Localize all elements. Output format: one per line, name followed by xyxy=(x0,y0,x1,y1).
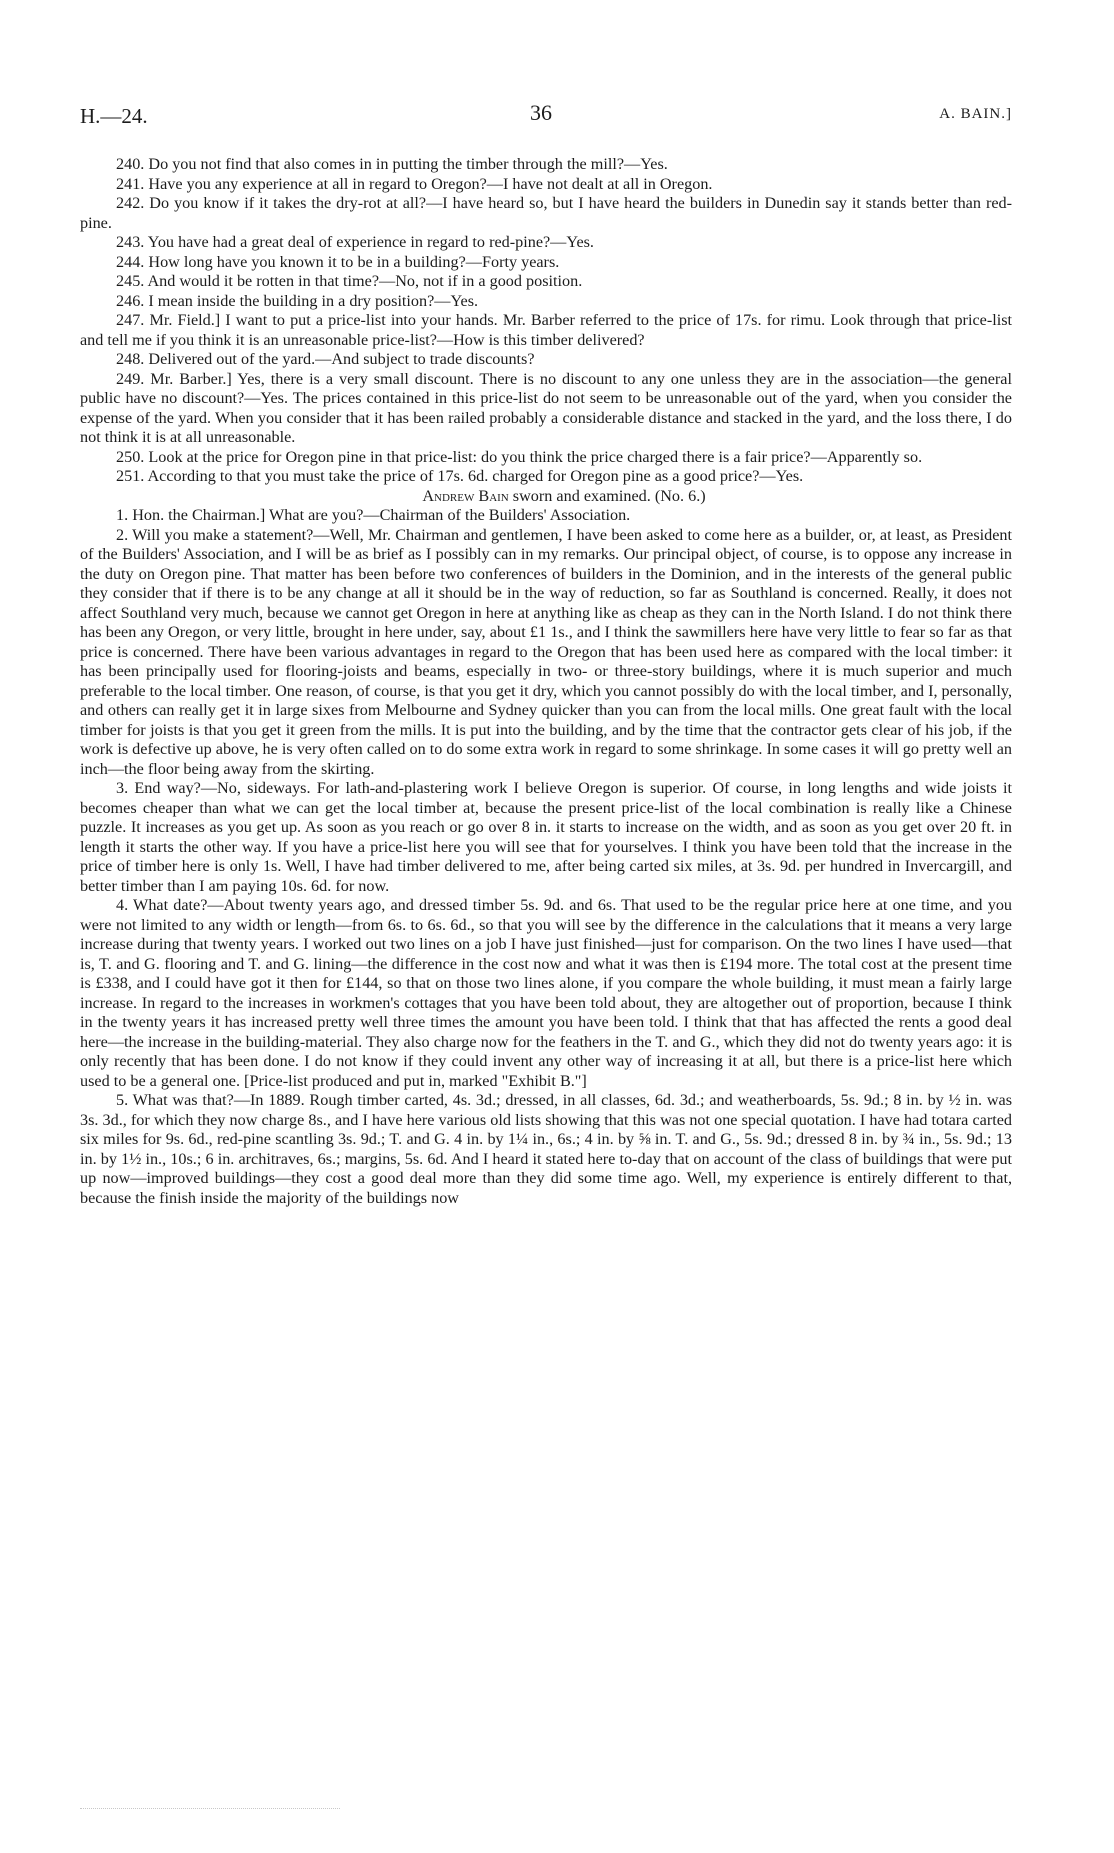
paragraph-1: 1. Hon. the Chairman.] What are you?—Chairman of the Builders' Association. xyxy=(116,506,631,524)
paragraph-4: 4. What date?—About twenty years ago, and dressed timber 5s. 9d. and 6s. That used to be the regular price here at one time, and you were not limited to any width or length—from 6s. to 6s. 6d., so that you will see by the difference in the calculations that it means a very large increase during that twenty years. I worked out two lines on a job I have just finished—just for comparison. On the two lines I have used—that is, T. and G. flooring and T. and G. lining—the difference in the cost now and what it was then is £194 more. The total cost at the present time is £338, and I could have got it then for £144, so that on those two lines alone, if you compare the whole building, it must mean a fairly large increase. In regard to the increases in workmen's cottages that you have been told about, they are altogether out of proportion, because I think in the twenty years it has increased pretty well three times the amount you have been told. I think that that has affected the rents a good deal here—the increase in the building-material. They also charge now for the feathers in the T. and G., which they did not do twenty years ago: it is only recently that has been done. I do not know if they could invent any other way of increasing it at all, but there is a price-list here which used to be a general one. [Price-list produced and put in, marked "Exhibit B."] xyxy=(80,896,1012,1090)
paragraph-240: 240. Do you not find that also comes in in putting the timber through the mill?—Yes. xyxy=(116,155,668,173)
section-heading xyxy=(80,487,1012,507)
paragraph-245: 245. And would it be rotten in that time?—No, not if in a good position. xyxy=(116,272,583,290)
paragraph-243: 243. You have had a great deal of experience in regard to red-pine?—Yes. xyxy=(116,233,594,251)
witness-heading-name: Andrew Bain xyxy=(422,486,509,505)
paragraph-249: 249. Mr. Barber.] Yes, there is a very small discount. There is no discount to any one unless they are in the association—the general public have no discount?—Yes. The prices contained in this price-list do not seem to be unreasonable out of the yard, when you consider the expense of the yard. When you consider that it has been railed probably a considerable distance and stacked in the yard, and the loss there, I do not think it is at all unreasonable. xyxy=(80,369,1012,446)
page-header xyxy=(80,100,1012,130)
document-reference: H.—24. xyxy=(80,104,148,128)
section-heading-rest: sworn and examined. (No. 6.) xyxy=(508,486,706,505)
paragraph-251: 251. According to that you must take the price of 17s. 6d. charged for Oregon pine as a good price?—Yes. xyxy=(116,467,804,485)
paragraph-244: 244. How long have you known it to be in a building?—Forty years. xyxy=(116,252,560,271)
body-text xyxy=(80,155,1012,1208)
paragraph-2: 2. Will you make a statement?—Well, Mr. Chairman and gentlemen, I have been asked to come here as a builder, or, at least, as President of the Builders' Association, and I will be as brief as I possibly can in my remarks. Our principal object, of course, is to oppose any increase in the duty on Oregon pine. That matter has been before two conferences of builders in the Dominion, and in the interests of the general public they consider that if there is to be any change at all it should be in the way of reduction, so far as Southland is concerned. Really, it does not affect Southland very much, because we cannot get Oregon in here at anything like as cheap as they can in the North Island. I do not think there has been any Oregon, or very little, brought in here under, say, about £1 1s., and I think the sawmillers here have very little to fear so far as that price is concerned. There have been various advantages in regard to the Oregon that has been used here as compared with the local timber: it has been principally used for flooring-joists and beams, especially in two- or three-story buildings, where it is much superior and much preferable to the local timber. One reason, of course, is that you get it dry, which you cannot possibly do with the local timber, and I, personally, and others can really get it in large sixes from Melbourne and Sydney quicker than you can from the local mills. One great fault with the local timber for joists is that you get it green from the mills. It is put into the building, and by the time that the contractor gets clear of his job, if the work is defective up above, he is very often called on to do some extra work in regard to some shrinkage. In some cases it will go pretty well an inch—the floor being away from the skirting. xyxy=(80,525,1012,778)
footer-divider xyxy=(80,1808,340,1809)
document-page xyxy=(80,0,1012,1853)
paragraph-250: 250. Look at the price for Oregon pine in that price-list: do you think the price charged there is a fair price?—Apparently so. xyxy=(116,447,923,466)
paragraph-3: 3. End way?—No, sideways. For lath-and-plastering work I believe Oregon is superior. Of course, in long lengths and wide joists it becomes cheaper than what we can get the local timber at, because the present price-list of the local combination is really like a Chinese puzzle. It increases as you get up. As soon as you reach or go over 8 in. it starts to increase on the width, and as soon as you get over 20 ft. in length it starts the other way. If you have a price-list here you will see that for yourselves. I think you have been told that the increase in the price of timber here is only 1s. Well, I have had timber delivered to me, after being carted six miles, at 3s. 9d. per hundred in Invercargill, and better timber than I am paying 10s. 6d. for now. xyxy=(80,779,1012,895)
page-number: 36 xyxy=(530,100,552,125)
paragraph-5: 5. What was that?—In 1889. Rough timber carted, 4s. 3d.; dressed, in all classes, 6d. 3d.; and weatherboards, 5s. 9d.; 8 in. by ½ in. was 3s. 3d., for which they now charge 8s., and I have here various old lists showing that this was not one special quotation. I have had totara carted six miles for 9s. 6d., red-pine scantling 3s. 9d.; T. and G. 4 in. by 1¼ in., 6s.; 4 in. by ⅝ in. T. and G., 5s. 9d.; dressed 8 in. by ¾ in., 5s. 9d.; 13 in. by 1½ in., 10s.; 6 in. architraves, 6s.; margins, 5s. 6d. And I heard it stated here to-day that on account of the class of buildings that were put up now—improved buildings—they cost a good deal more than they did some time ago. Well, my experience is entirely different to that, because the finish inside the majority of the buildings now xyxy=(80,1091,1012,1207)
paragraph-246: 246. I mean inside the building in a dry position?—Yes. xyxy=(116,291,479,310)
paragraph-247: 247. Mr. Field.] I want to put a price-list into your hands. Mr. Barber referred to the price of 17s. for rimu. Look through that price-list and tell me if you think it is an unreasonable price-list?—How is this timber delivered? xyxy=(80,311,1012,349)
paragraph-241: 241. Have you any experience at all in regard to Oregon?—I have not dealt at all in Oregon. xyxy=(116,174,713,193)
witness-name: A. BAIN.] xyxy=(939,106,1012,122)
paragraph-242: 242. Do you know if it takes the dry-rot at all?—I have heard so, but I have heard the builders in Dunedin say it stands better than red-pine. xyxy=(80,194,1012,232)
paragraph-248: 248. Delivered out of the yard.—And subject to trade discounts? xyxy=(116,350,535,368)
